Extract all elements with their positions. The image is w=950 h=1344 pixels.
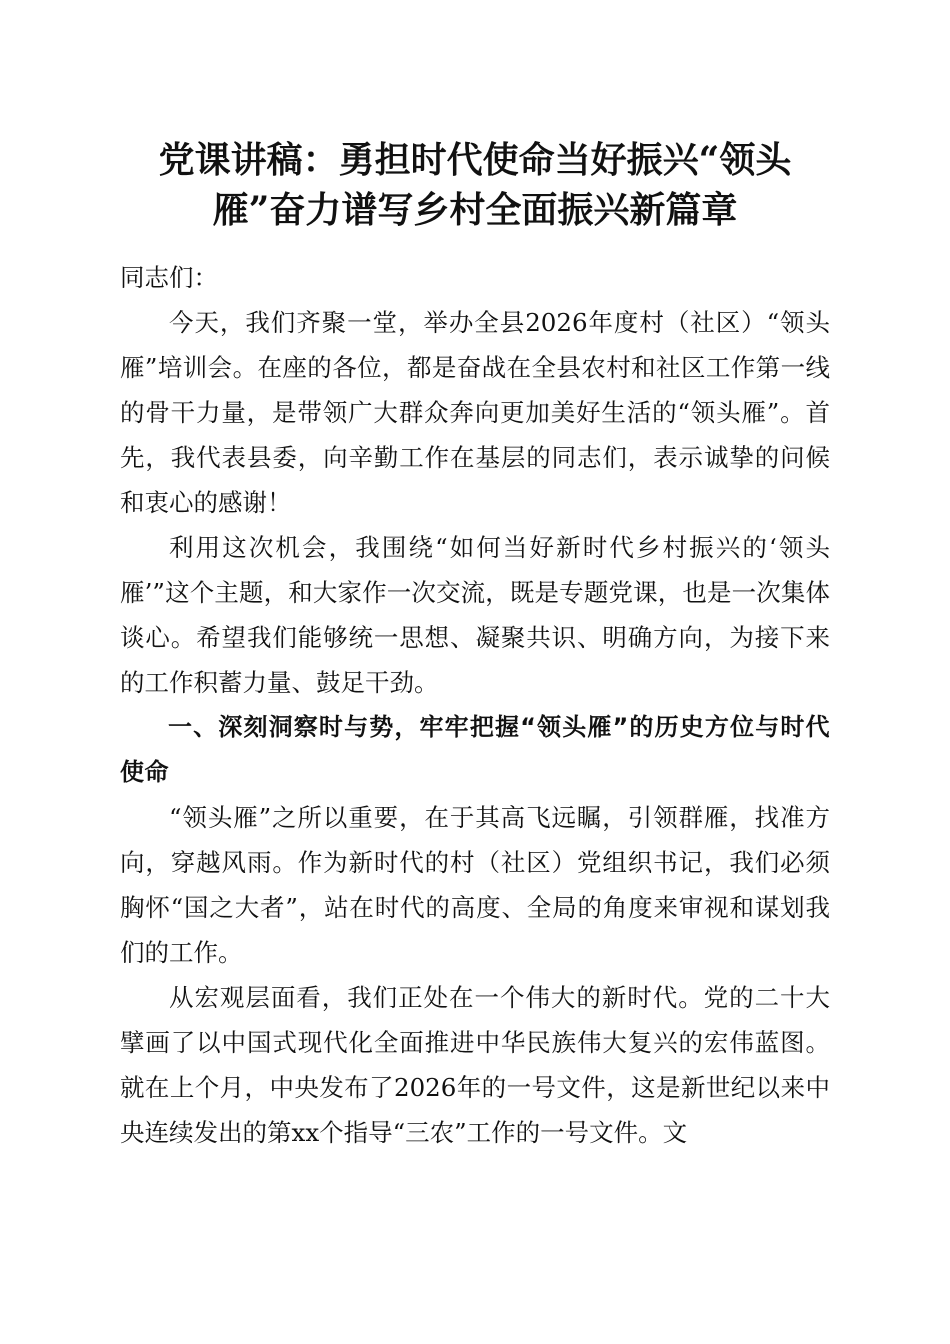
document-body	[120, 255, 830, 1155]
title-line-1: 党课讲稿：勇担时代使命当好振兴“领头	[158, 139, 792, 181]
salutation: 同志们：	[120, 263, 218, 292]
paragraph-opening: 今天，我们齐聚一堂，举办全县2026年度村（社区）“领头雁”培训会。在座的各位，都是奋战在全县农村和社区工作第一线的骨干力量，是带领广大群众奔向更加美好生活的“领头雁”。首先，我代表县委，向辛勤工作在基层的同志们，表示诚挚的问候和衷心的感谢！	[120, 308, 830, 517]
paragraph-purpose: 利用这次机会，我围绕“如何当好新时代乡村振兴的‘领头雁’”这个主题，和大家作一次交流，既是专题党课，也是一次集体谈心。希望我们能够统一思想、凝聚共识、明确方向，为接下来的工作积蓄力量、鼓足干劲。	[120, 533, 830, 697]
section-heading: 一、深刻洞察时与势，牢牢把握“领头雁”的历史方位与时代使命	[120, 713, 830, 786]
title-line-2: 雁”奋力谱写乡村全面振兴新篇章	[212, 189, 738, 231]
document-title	[120, 135, 830, 235]
paragraph-section-intro: “领头雁”之所以重要，在于其高飞远瞩，引领群雁，找准方向，穿越风雨。作为新时代的村（社区）党组织书记，我们必须胸怀“国之大者”，站在时代的高度、全局的角度来审视和谋划我们的工作。	[120, 803, 830, 967]
paragraph-section-macro: 从宏观层面看，我们正处在一个伟大的新时代。党的二十大擘画了以中国式现代化全面推进中华民族伟大复兴的宏伟蓝图。就在上个月，中央发布了2026年的一号文件，这是新世纪以来中央连续发出的第xx个指导“三农”工作的一号文件。文	[120, 983, 830, 1147]
